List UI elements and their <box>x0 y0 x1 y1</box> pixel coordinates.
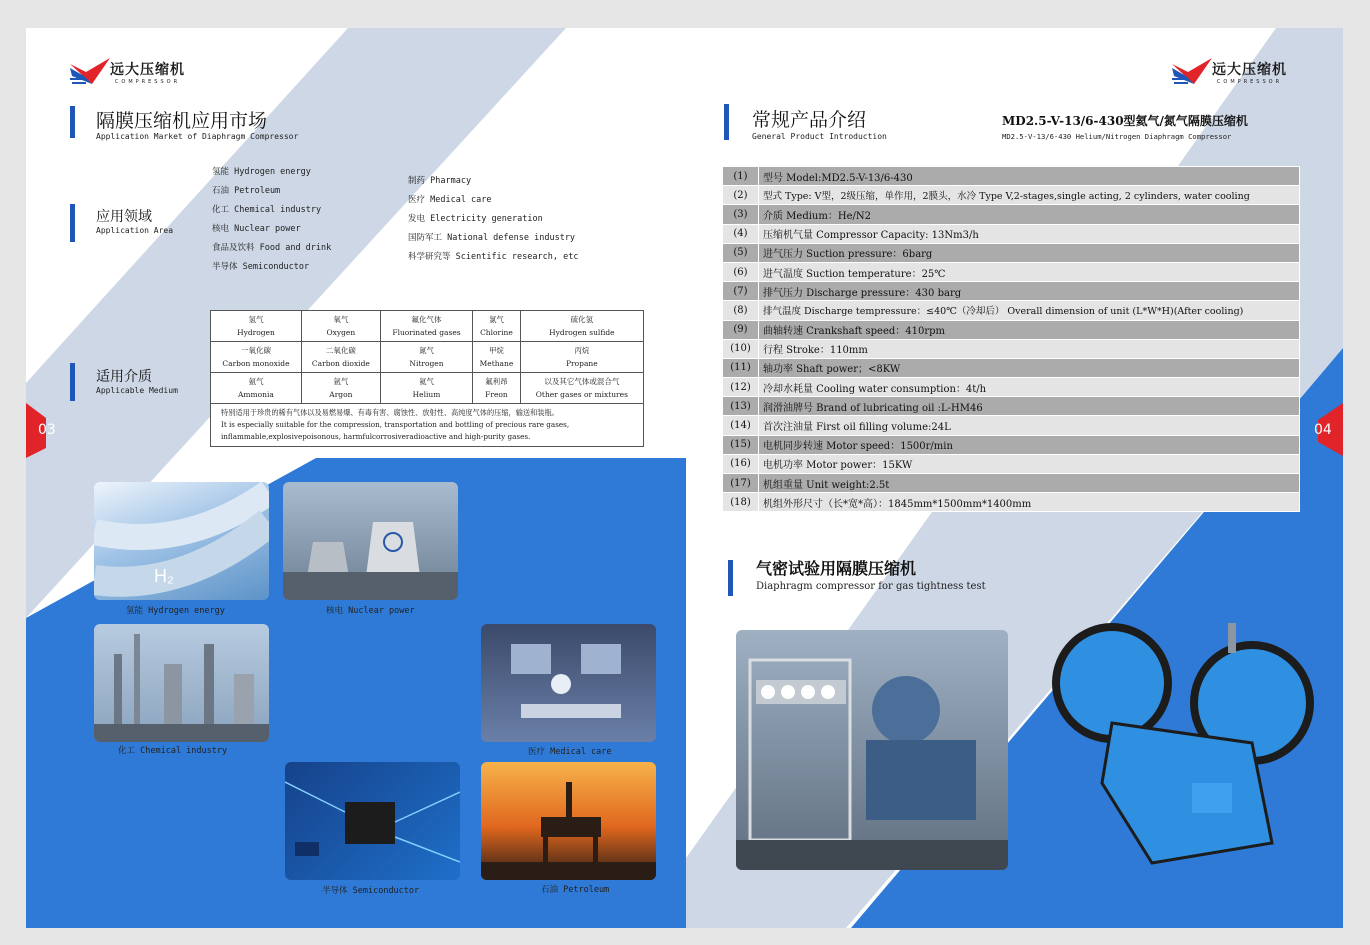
petroleum-caption: 石油 Petroleum <box>541 885 610 895</box>
table-cell: 以及其它气体或混合气 Other gases or mixtures <box>520 373 643 404</box>
table-row: (18) 机组外形尺寸（长*宽*高）：1845mm*1500mm*1400mm <box>723 493 1300 512</box>
table-row: (6) 进气温度 Suction temperature：25℃ <box>723 262 1300 281</box>
table-row: (11) 轴功率 Shaft power；<8KW <box>723 358 1300 377</box>
list-item: 发电 Electricity generation <box>408 214 543 224</box>
area-subtitle: Application Area <box>96 226 174 235</box>
page-title: 隔膜压缩机应用市场 <box>96 110 268 132</box>
list-item: 科学研究等 Scientific research, etc <box>408 252 579 262</box>
table-row <box>211 342 644 373</box>
compressor-unit-image <box>736 630 1008 870</box>
list-item: 医疗 Medical care <box>408 195 492 205</box>
page-number: 04 <box>1314 422 1332 438</box>
medium-subtitle: Applicable Medium <box>96 386 178 395</box>
logo-subtext: COMPRESSOR <box>1216 79 1283 85</box>
table-cell: 氟化气体 Fluorinated gases <box>380 311 472 342</box>
nuclear-caption: 核电 Nuclear power <box>326 606 415 616</box>
medical-photo <box>481 624 656 742</box>
table-row: (1) 型号 Model:MD2.5-V-13/6-430 <box>723 167 1300 186</box>
hydrogen-caption: 氢能 Hydrogen energy <box>126 606 225 616</box>
table-cell: 一氧化碳 Carbon monoxide <box>211 342 302 373</box>
table-cell: 氦气 Helium <box>380 373 472 404</box>
svg-text:H₂: H₂ <box>154 566 174 586</box>
table-cell: 氨气 Ammonia <box>211 373 302 404</box>
title-bar <box>70 106 75 138</box>
section-title: 气密试验用隔膜压缩机 <box>756 559 917 578</box>
blue-tile <box>283 624 458 742</box>
table-row: (16) 电机功率 Motor power：15KW <box>723 454 1300 473</box>
brand-logo <box>70 58 185 86</box>
semiconductor-caption: 半导体 Semiconductor <box>322 886 420 896</box>
list-item: 半导体 Semiconductor <box>212 262 310 272</box>
section-bar <box>728 560 733 596</box>
page-subtitle: General Product Introduction <box>752 132 887 141</box>
logo-emblem-icon <box>1172 58 1212 86</box>
diaphragm-compressor-image <box>1042 613 1332 893</box>
medium-bar <box>70 363 75 401</box>
table-cell: 甲烷 Methane <box>473 342 521 373</box>
compressor-unit-photo <box>736 630 1008 870</box>
title-bar <box>724 104 729 140</box>
left-page <box>26 28 686 928</box>
table-cell: 氯气 Chlorine <box>473 311 521 342</box>
table-cell: 氢气 Hydrogen <box>211 311 302 342</box>
page-number: 03 <box>38 422 56 438</box>
brand-logo <box>1172 58 1287 86</box>
list-item: 化工 Chemical industry <box>212 205 322 215</box>
medium-title: 适用介质 <box>96 369 152 385</box>
table-cell: 氮气 Nitrogen <box>380 342 472 373</box>
table-row <box>211 311 644 342</box>
list-item: 国防军工 National defense industry <box>408 233 576 243</box>
logo-text: 远大压缩机 <box>1212 62 1287 78</box>
table-row: (10) 行程 Stroke：110mm <box>723 339 1300 358</box>
medical-caption: 医疗 Medical care <box>528 747 612 757</box>
spec-table <box>722 166 1300 512</box>
right-page <box>686 28 1343 928</box>
area-bar <box>70 204 75 242</box>
table-row: (9) 曲轴转速 Crankshaft speed：410rpm <box>723 320 1300 339</box>
area-title: 应用领域 <box>96 209 152 225</box>
table-row: (15) 电机同步转速 Motor speed：1500r/min <box>723 435 1300 454</box>
page-title: 常规产品介绍 <box>752 109 867 131</box>
table-row: (8) 排气温度 Discharge tempressure：≤40℃（冷却后） Overall dimension of unit (L*W*H)(After cooling) <box>723 301 1300 320</box>
table-row: (17) 机组重量 Unit weight:2.5t <box>723 474 1300 493</box>
table-row: (12) 冷却水耗量 Cooling water consumption：4t/h <box>723 378 1300 397</box>
table-row: (4) 压缩机气量 Compressor Capacity: 13Nm3/h <box>723 224 1300 243</box>
table-cell: 氩气 Argon <box>301 373 380 404</box>
list-item: 食品及饮料 Food and drink <box>212 243 332 253</box>
table-row <box>211 404 644 447</box>
logo-text: 远大压缩机 <box>110 62 185 78</box>
section-subtitle: Diaphragm compressor for gas tightness test <box>756 581 986 592</box>
chemical-caption: 化工 Chemical industry <box>118 746 228 756</box>
petroleum-photo <box>481 762 656 880</box>
model-title: MD2.5-V-13/6-430型氦气/氮气隔膜压缩机 <box>1002 114 1248 128</box>
hydrogen-pipe-image <box>94 482 269 600</box>
list-item: 石油 Petroleum <box>212 186 281 196</box>
table-cell: 氧气 Oxygen <box>301 311 380 342</box>
application-list-1 <box>212 163 331 277</box>
table-cell: 硫化氢 Hydrogen sulfide <box>520 311 643 342</box>
oil-platform-image <box>481 762 656 880</box>
circuit-board-image <box>285 762 460 880</box>
hydrogen-photo <box>94 482 269 600</box>
table-row: (2) 型式 Type: V型，2级压缩，单作用，2膜头，水冷 Type V,2-stages,single acting, 2 cylinders, water cooling <box>723 186 1300 205</box>
model-subtitle: MD2.5-V-13/6-430 Helium/Nitrogen Diaphragm Compressor <box>1002 132 1232 141</box>
table-cell: 丙烷 Propane <box>520 342 643 373</box>
operating-room-image <box>481 624 656 742</box>
chemical-photo <box>94 624 269 742</box>
semiconductor-photo <box>285 762 460 880</box>
table-row: (14) 首次注油量 First oil filling volume:24L <box>723 416 1300 435</box>
nuclear-plant-image <box>283 482 458 600</box>
blue-tile <box>481 484 656 602</box>
logo-subtext: COMPRESSOR <box>114 79 181 85</box>
list-item: 核电 Nuclear power <box>212 224 301 234</box>
list-item: 制药 Pharmacy <box>408 176 472 186</box>
table-row: (5) 进气压力 Suction pressure：6barg <box>723 243 1300 262</box>
medium-note: 特别适用于珍贵的稀有气体以及易燃易爆、有毒有害、腐蚀性、放射性、高纯度气体的压缩，输送和装瓶。 It is especially suitable for the compression, transportation and bottling of precious rare gases, inflammable,explosivepoisonous, harmfulcorrosiveradioactive and high-purity gases. <box>211 404 644 447</box>
table-cell: 二氧化碳 Carbon dioxide <box>301 342 380 373</box>
chemical-plant-image <box>94 624 269 742</box>
medium-table <box>210 310 644 447</box>
table-row: (13) 润滑油牌号 Brand of lubricating oil :L-HM46 <box>723 397 1300 416</box>
blue-tile <box>94 762 269 880</box>
list-item: 氢能 Hydrogen energy <box>212 167 311 177</box>
table-row: (7) 排气压力 Discharge pressure：430 barg <box>723 282 1300 301</box>
nuclear-photo <box>283 482 458 600</box>
table-row <box>211 373 644 404</box>
table-row: (3) 介质 Medium：He/N2 <box>723 205 1300 224</box>
logo-emblem-icon <box>70 58 110 86</box>
application-list-2 <box>408 172 578 267</box>
page-subtitle: Application Market of Diaphragm Compressor <box>96 132 299 141</box>
table-cell: 氟利昂 Freon <box>473 373 521 404</box>
